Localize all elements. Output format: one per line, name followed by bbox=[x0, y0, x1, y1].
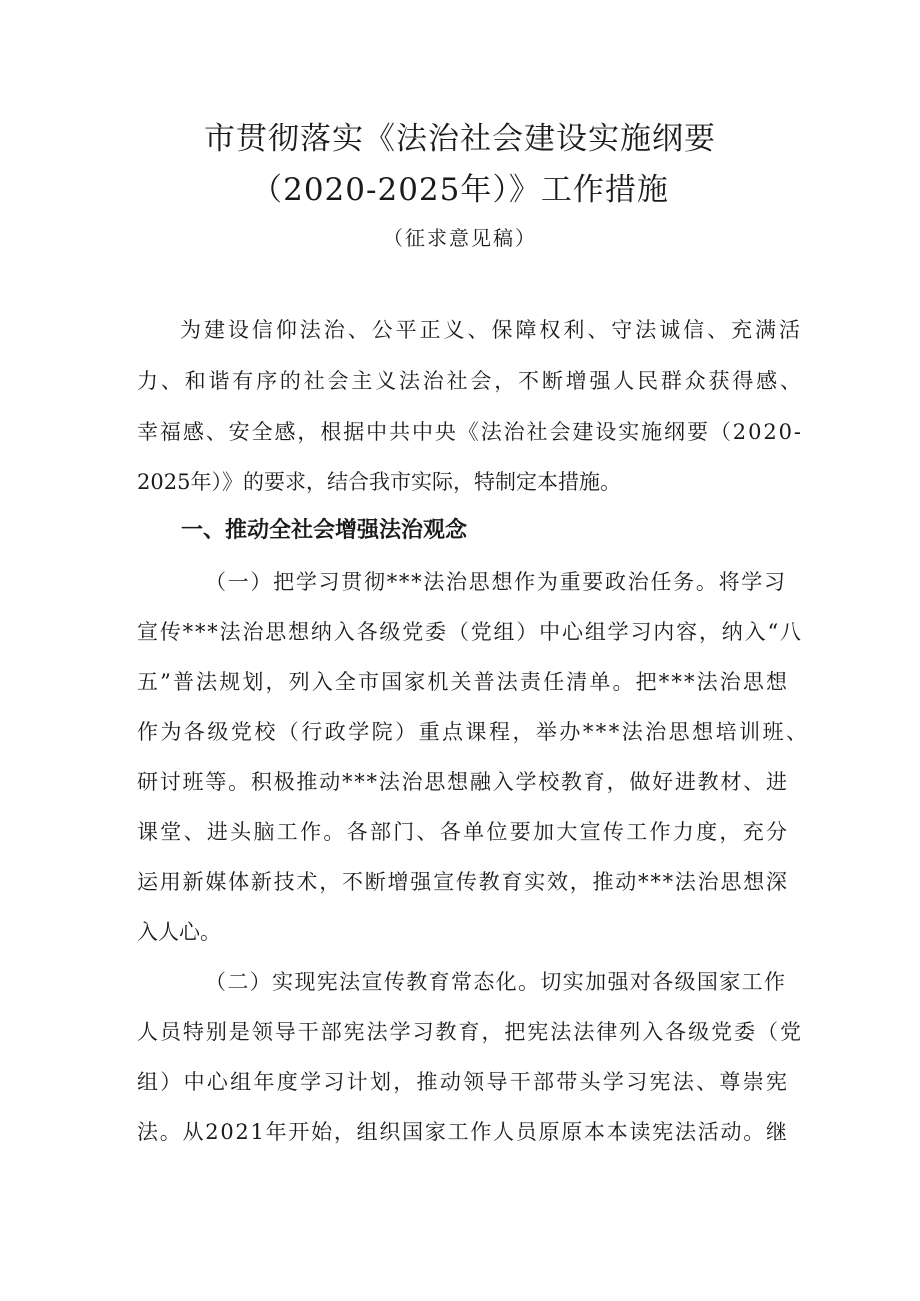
paragraph-line: 组）中心组年度学习计划，推动领导干部带头学习宪法、尊崇宪 bbox=[137, 1070, 790, 1094]
paragraph-line: 作为各级党校（行政学院）重点课程，举办***法治思想培训班、 bbox=[137, 720, 810, 744]
paragraph-line: 运用新媒体新技术，不断增强宣传教育实效，推动***法治思想深 bbox=[137, 870, 789, 894]
paragraph-line: （二）实现宪法宣传教育常态化。切实加强对各级国家工作 bbox=[205, 970, 787, 994]
paragraph-line: 法。从2021年开始，组织国家工作人员原原本本读宪法活动。继 bbox=[137, 1120, 789, 1144]
intro-line: 为建设信仰法治、公平正义、保障权利、守法诚信、充满活 bbox=[180, 318, 803, 342]
paragraph-line: 五”普法规划，列入全市国家机关普法责任清单。把***法治思想 bbox=[137, 670, 790, 694]
intro-line: 幸福感、安全感，根据中共中央《法治社会建设实施纲要（2020- bbox=[137, 420, 803, 444]
document-title-line-2: （2020-2025年）》工作措施 bbox=[251, 172, 669, 208]
paragraph-line: 研讨班等。积极推动***法治思想融入学校教育，做好进教材、进 bbox=[137, 770, 789, 794]
paragraph-line: 课堂、进头脑工作。各部门、各单位要加大宣传工作力度，充分 bbox=[137, 820, 790, 844]
paragraph-line: 人员特别是领导干部宪法学习教育，把宪法法律列入各级党委（党 bbox=[137, 1020, 803, 1044]
intro-line: 2025年）》的要求，结合我市实际，特制定本措施。 bbox=[137, 470, 621, 494]
document-subtitle: （征求意见稿） bbox=[383, 226, 537, 250]
document-title-line-1: 市贯彻落实《法治社会建设实施纲要 bbox=[204, 121, 716, 157]
section-heading: 一、推动全社会增强法治观念 bbox=[181, 518, 468, 543]
intro-line: 力、和谐有序的社会主义法治社会，不断增强人民群众获得感、 bbox=[137, 369, 804, 393]
paragraph-line: （一）把学习贯彻***法治思想作为重要政治任务。将学习 bbox=[205, 570, 787, 594]
paragraph-line: 宣传***法治思想纳入各级党委（党组）中心组学习内容，纳入“八 bbox=[137, 620, 803, 644]
paragraph-line: 入人心。 bbox=[137, 920, 221, 944]
